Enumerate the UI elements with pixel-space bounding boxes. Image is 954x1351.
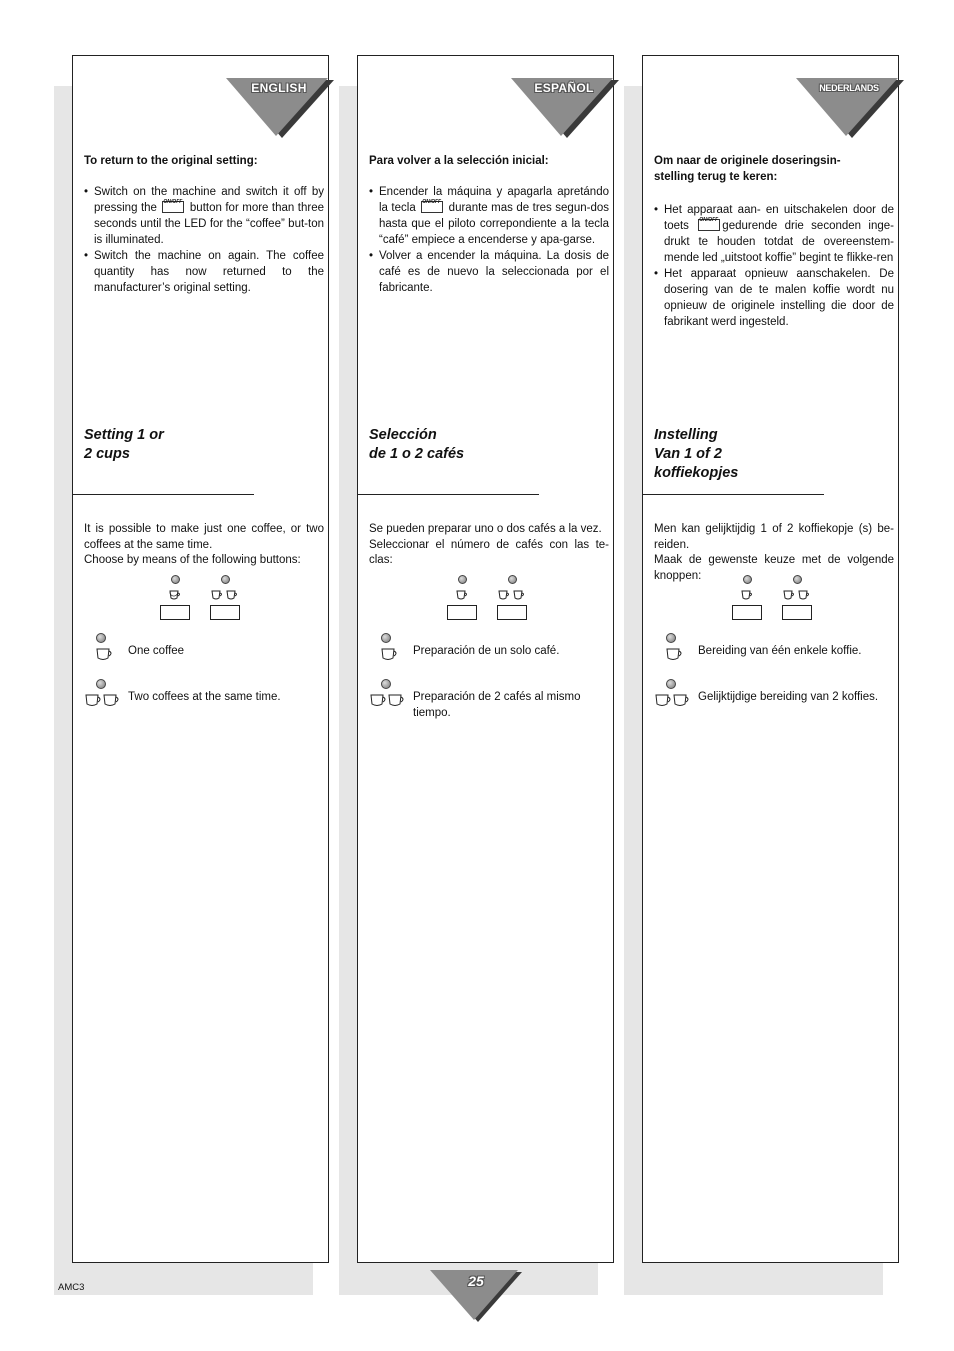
- list-item: • Volver a encender la máquina. La dosis de café es de nuevo la seleccionada por el fabricante.: [369, 248, 609, 296]
- language-label: ENGLISH: [251, 81, 307, 95]
- list-item: • Switch the machine on again. The coffee quantity has now returned to the manufacturer’s original setting.: [84, 248, 324, 296]
- list-item: • Het apparaat aan- en uitschakelen door de toets ON/OFFgedurende drie seconden inge-drukt te houden totdat de overeenstem-mende led „uitstoot koffie” begint te flikke-ren: [654, 202, 894, 266]
- legend-text: Gelijktijdige bereiding van 2 koffies.: [698, 691, 879, 703]
- section-heading: Instelling Van 1 of 2 koffiekopjes: [654, 427, 739, 481]
- language-label: ESPAÑOL: [534, 81, 594, 95]
- intro-paragraph: It is possible to make just one coffee, or two coffees at the same time. Choose by means of the following buttons:: [84, 523, 324, 566]
- intro-paragraph: Se pueden preparar uno o dos cafés a la vez. Seleccionar el número de cafés con las te-clas:: [369, 523, 609, 566]
- intro-paragraph: Men kan gelijktijdig 1 of 2 koffiekopje (s) be-reiden. Maak de gewenste keuze met de volgende knoppen:: [654, 523, 894, 582]
- section-title: Om naar de originele doseringsin- stelling terug te keren:: [654, 155, 841, 183]
- page-number: 25: [468, 1273, 484, 1289]
- list-item: • Encender la máquina y apagarla apretándo la tecla ON/OFF durante mas de tres segun-dos hasta que el piloto correpondiente a la tecla “café” empiece a encenderse y apa-garse.: [369, 184, 609, 248]
- section-heading: Setting 1 or 2 cups: [84, 427, 164, 462]
- legend-text: One coffee: [128, 645, 185, 657]
- list-item: • Het apparaat opnieuw aanschakelen. De dosering van de te malen koffie wordt nu opnieuw de originele instelling die door de fabrikant werd ingesteld.: [654, 266, 894, 330]
- section-title: Para volver a la selección inicial:: [369, 155, 549, 167]
- document-code: AMC3: [58, 1282, 85, 1293]
- legend-text: Bereiding van één enkele koffie.: [698, 645, 862, 657]
- language-label: NEDERLANDS: [819, 83, 879, 93]
- legend-text: Two coffees at the same time.: [128, 691, 281, 703]
- list-item: • Switch on the machine and switch it off by pressing the ON/OFF button for more than three seconds until the LED for the “coffee” but-ton is illuminated.: [84, 184, 324, 248]
- section-heading: Selección de 1 o 2 cafés: [369, 427, 465, 462]
- legend-text: Preparación de 2 cafés al mismo tiempo.: [413, 691, 581, 719]
- section-title: To return to the original setting:: [84, 155, 258, 167]
- legend-text: Preparación de un solo café.: [413, 645, 560, 657]
- cup-icon: ◡: [169, 586, 179, 598]
